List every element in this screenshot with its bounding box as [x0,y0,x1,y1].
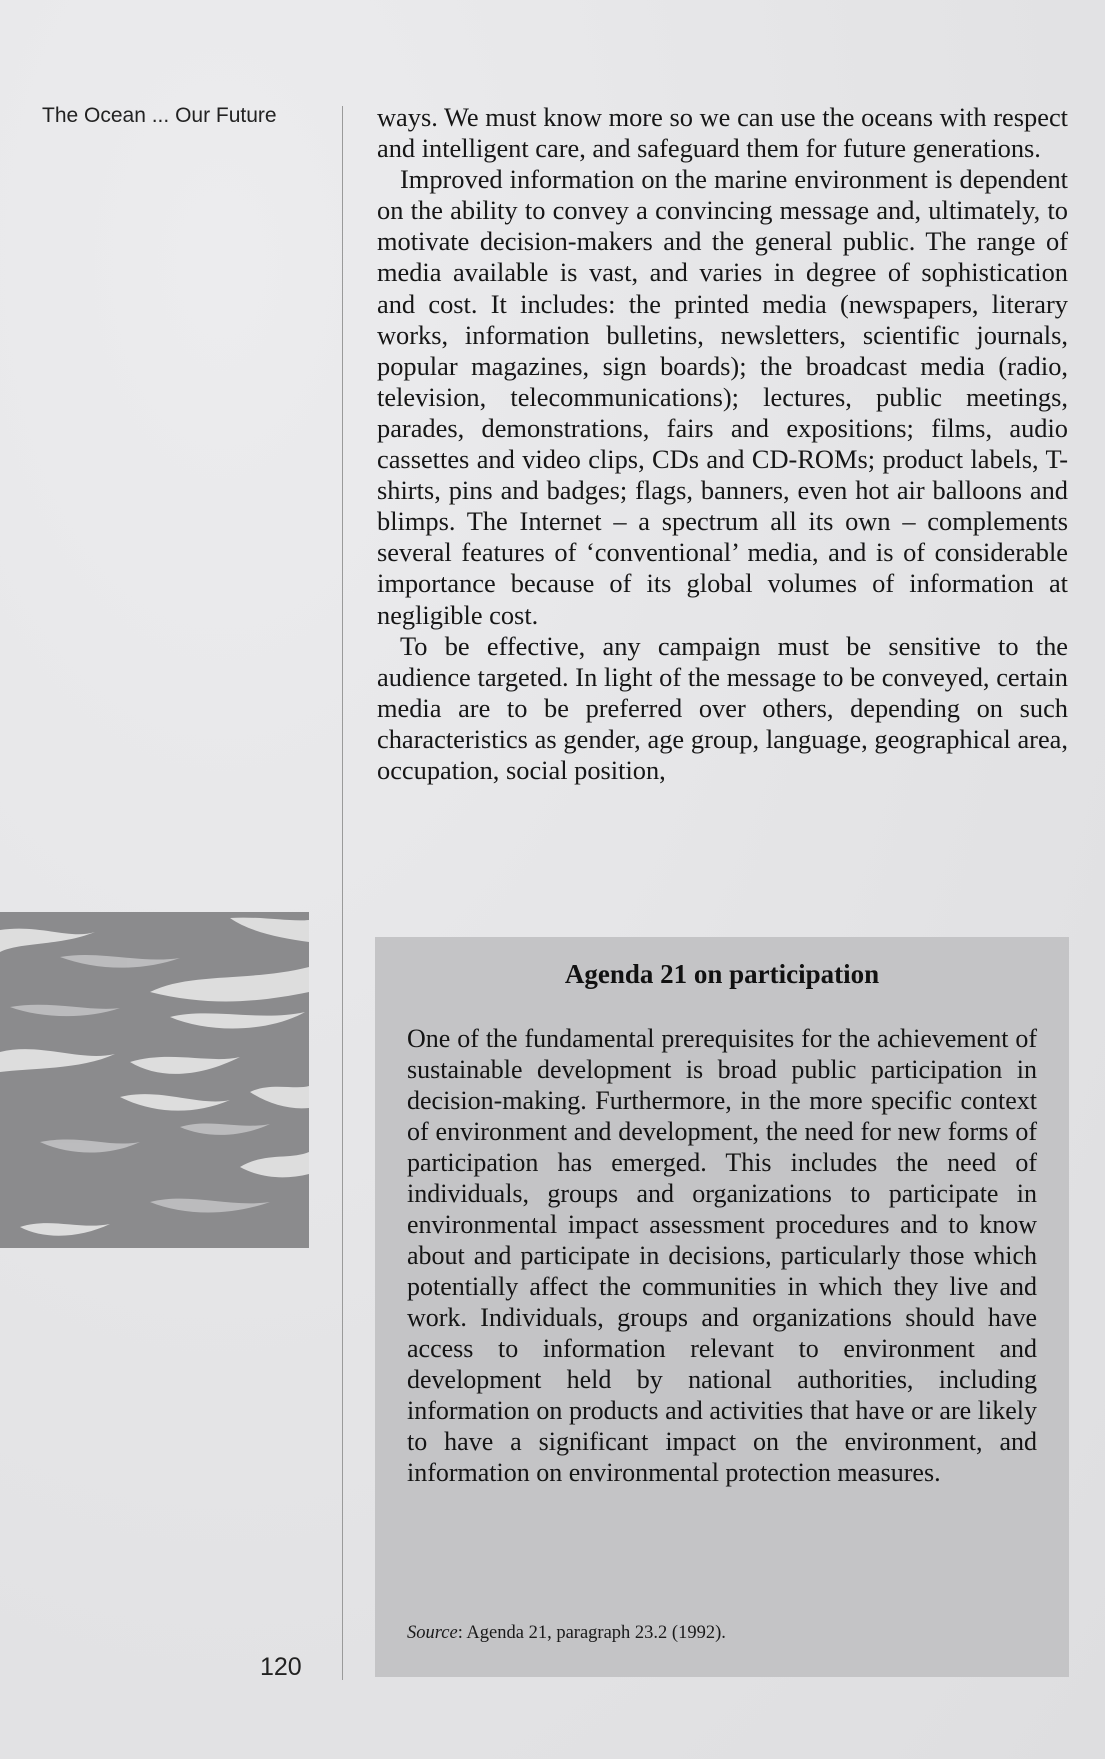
running-title: The Ocean ... Our Future [42,104,277,127]
ocean-wave-photo [0,912,309,1248]
box-source [407,1623,726,1644]
box-title: Agenda 21 on participation [564,959,880,989]
source-label: Source [407,1623,458,1643]
paragraph-3: To be effective, any campaign must be sensitive to the audience targeted. In light of the message to be conveyed, certain media are to be preferred over others, depending on such characteristics as gender, age group, language, geographical area, occupation, social position, [377,630,1068,785]
paragraph-1: ways. We must know more so we can use the oceans with respect and intelligent care, and safeguard them for future generations. [377,102,1068,164]
source-text: : Agenda 21, paragraph 23.2 (1992). [457,1623,726,1643]
agenda21-box [375,937,1069,1677]
column-divider [342,106,343,1680]
wave-image [0,912,309,1248]
page-number: 120 [260,1653,302,1681]
paragraph-2: Improved information on the marine environment is dependent on the ability to convey a convincing message and, ultimately, to motivate decision-makers and the general public. The range of media available is vast, and varies in degree of sophistication and cost. It includes: the printed media (newspapers, literary works, information bulletins, newsletters, scientific journals, popular magazines, sign boards); the broadcast media (radio, television, telecommunications); lectures, public meetings, parades, demonstrations, fairs and expositions; films, audio cassettes and video clips, CDs and CD-ROMs; product labels, T-shirts, pins and badges; flags, banners, even hot air balloons and blimps. The Internet – a spectrum all its own – complements several features of ‘conventional’ media, and is of considerable importance because of its global volumes of information at negligible cost. [377,164,1068,630]
body-text [377,102,1068,786]
box-text: One of the fundamental prerequisites for the achievement of sustainable development is broad public participation in decision-making. Furthermore, in the more specific context of environment and development, the need for new forms of participation has emerged. This includes the need of individuals, groups and organizations to participate in environmental impact assessment procedures and to know about and participate in decisions, particularly those which potentially affect the communities in which they live and work. Individuals, groups and organizations should have access to information relevant to environment and development held by national authorities, including information on products and activities that have or are likely to have a significant impact on the environment, and information on environmental protection measures. [407,1024,1037,1487]
